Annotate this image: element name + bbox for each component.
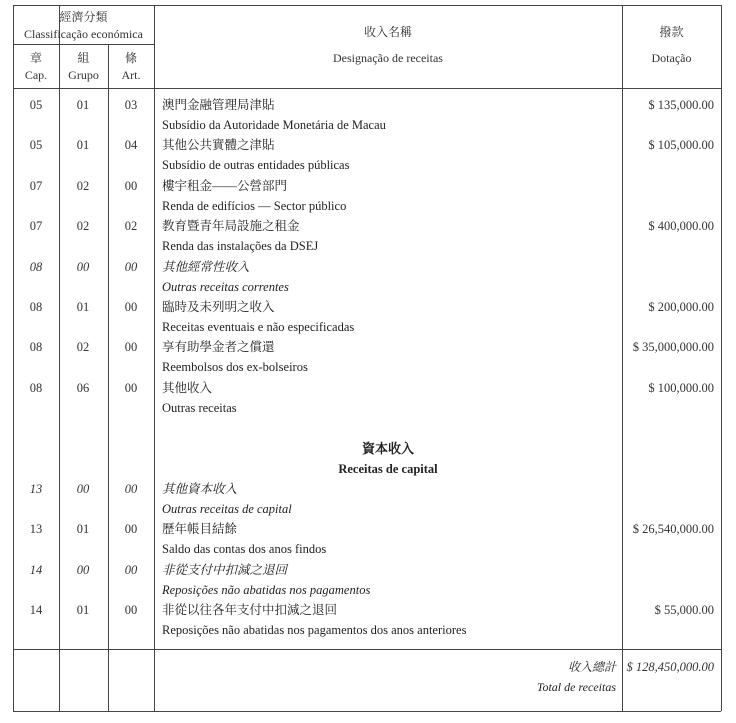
border-top [13,5,721,6]
section-heading-zh: 資本收入 [361,441,414,456]
row-grupo: 02 [76,340,90,354]
chapter-header-zh: 章 [29,51,42,65]
allocation-header-zh: 撥款 [659,25,684,39]
row-cap: 05 [29,98,43,112]
row-art: 02 [124,219,138,233]
row-cap: 07 [29,179,43,193]
row-desc-zh: 非從支付中扣減之退回 [162,563,288,577]
row-cap: 08 [29,381,43,395]
row-art: 00 [124,522,138,536]
classification-header-pt: Classificação económica [24,27,143,41]
row-desc-zh: 享有助學金者之償還 [162,340,275,354]
row-desc-zh: 其他收入 [162,381,213,395]
total-amount: $ 128,450,000.00 [626,660,714,674]
row-desc-zh: 其他資本收入 [162,482,238,496]
row-desc-pt: Reposições não abatidas nos pagamentos dos anos anteriores [162,623,467,637]
row-desc-pt: Subsídio de outras entidades públicas [162,158,350,172]
row-desc-zh: 歷年帳目結餘 [162,522,238,536]
row-desc-pt: Subsídio da Autoridade Monetária de Macau [162,118,386,132]
row-grupo: 01 [76,138,90,152]
row-desc-zh: 其他公共實體之津貼 [162,138,275,152]
group-header-zh: 組 [77,51,90,65]
row-desc-zh: 教育暨青年局設施之租金 [162,219,300,233]
row-cap: 08 [29,300,43,314]
row-art: 00 [124,381,138,395]
row-art: 00 [124,482,138,496]
row-cap: 07 [29,219,43,233]
border-bottom [13,711,721,712]
row-amount: $ 26,540,000.00 [632,522,714,536]
row-desc-pt: Outras receitas de capital [162,502,292,516]
article-header-pt: Art. [121,68,141,82]
row-art: 00 [124,260,138,274]
article-header-zh: 條 [124,51,137,65]
row-desc-zh: 樓宇租金——公營部門 [162,179,288,193]
row-amount: $ 35,000,000.00 [632,340,714,354]
total-label-zh: 收入總計 [567,660,616,674]
row-desc-pt: Receitas eventuais e não especificadas [162,320,355,334]
row-art: 00 [124,179,138,193]
column-divider [108,44,109,711]
row-amount: $ 135,000.00 [648,98,714,112]
row-grupo: 06 [76,381,90,395]
group-header-pt: Grupo [68,68,99,82]
row-desc-zh: 臨時及未列明之收入 [162,300,275,314]
row-art: 00 [124,603,138,617]
row-grupo: 02 [76,219,90,233]
total-divider [13,649,721,650]
row-art: 03 [124,98,138,112]
row-amount: $ 55,000.00 [654,603,714,617]
total-label-pt: Total de receitas [536,680,616,694]
column-divider [154,5,155,711]
column-divider [622,5,623,711]
row-cap: 14 [29,563,43,577]
designation-header-zh: 收入名稱 [363,25,412,39]
row-grupo: 01 [76,300,90,314]
row-grupo: 01 [76,603,90,617]
section-heading-pt: Receitas de capital [338,462,438,476]
row-desc-zh: 其他經常性收入 [162,260,250,274]
row-desc-zh: 非從以往各年支付中扣減之退回 [162,603,338,617]
row-amount: $ 200,000.00 [648,300,714,314]
row-grupo: 00 [76,260,90,274]
row-amount: $ 100,000.00 [648,381,714,395]
allocation-header-pt: Dotação [651,51,692,65]
row-grupo: 02 [76,179,90,193]
header-divider [13,44,154,45]
row-desc-pt: Outras receitas [162,401,237,415]
row-cap: 13 [29,522,43,536]
row-art: 04 [124,138,138,152]
row-desc-pt: Renda de edifícios — Sector público [162,199,347,213]
classification-header-zh: 經濟分類 [59,10,108,24]
row-desc-pt: Renda das instalações da DSEJ [162,239,319,253]
border-right [721,5,722,711]
chapter-header-pt: Cap. [24,68,48,82]
row-art: 00 [124,340,138,354]
row-desc-pt: Reposições não abatidas nos pagamentos [162,583,371,597]
row-grupo: 00 [76,563,90,577]
row-cap: 08 [29,340,43,354]
row-cap: 08 [29,260,43,274]
row-art: 00 [124,563,138,577]
designation-header-pt: Designação de receitas [333,51,443,65]
row-art: 00 [124,300,138,314]
header-bottom-line [13,88,721,89]
row-cap: 13 [29,482,43,496]
row-grupo: 01 [76,522,90,536]
row-amount: $ 105,000.00 [648,138,714,152]
column-divider [59,5,60,711]
row-cap: 14 [29,603,43,617]
row-desc-pt: Saldo das contas dos anos findos [162,542,327,556]
row-desc-zh: 澳門金融管理局津貼 [162,98,275,112]
border-left [13,5,14,711]
row-amount: $ 400,000.00 [648,219,714,233]
row-desc-pt: Reembolsos dos ex-bolseiros [162,360,308,374]
row-grupo: 01 [76,98,90,112]
row-grupo: 00 [76,482,90,496]
row-desc-pt: Outras receitas correntes [162,280,289,294]
row-cap: 05 [29,138,43,152]
